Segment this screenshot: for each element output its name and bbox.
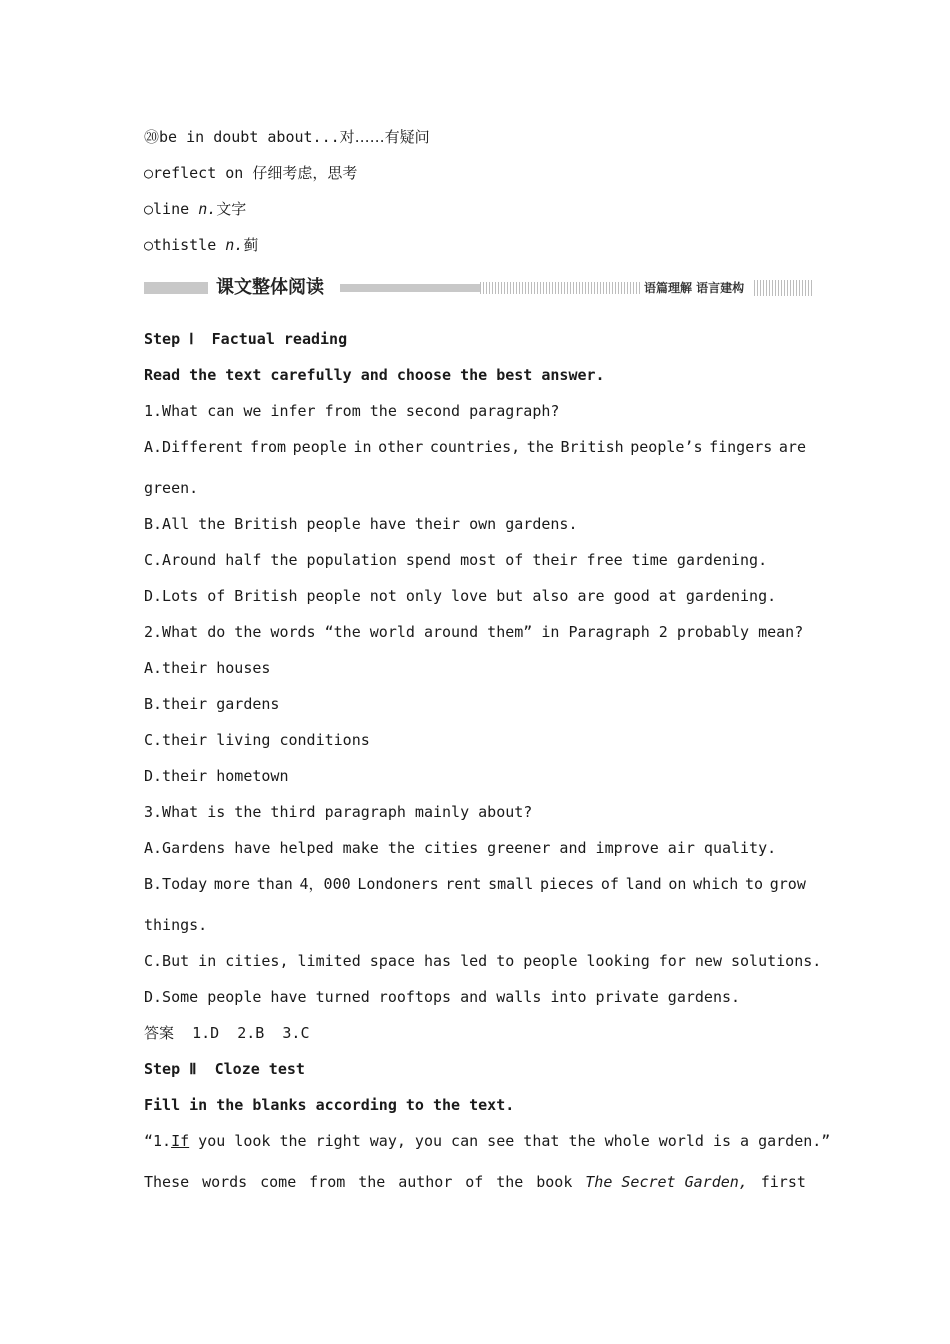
word: Londoners: [357, 875, 439, 893]
option-d: D.Some people have turned rooftops and walls into private gardens.: [144, 988, 741, 1006]
question-stem: 1.What can we infer from the second paragraph?: [144, 402, 560, 420]
word: B.Today: [144, 875, 208, 893]
vocab-term: line: [153, 200, 190, 218]
vocab-item: [144, 163, 357, 183]
vocab-term: thistle: [153, 236, 217, 254]
word: people’s: [630, 438, 703, 456]
section-banner: [144, 276, 814, 300]
word: in: [353, 438, 372, 456]
word: book: [536, 1173, 573, 1191]
answer-key: [144, 1023, 309, 1043]
option-a: A.their houses: [144, 659, 271, 677]
word: grow: [769, 875, 806, 893]
word: which: [693, 875, 739, 893]
word: pieces: [539, 875, 595, 893]
word: British: [560, 438, 624, 456]
cloze-line: [144, 1131, 830, 1151]
vocab-item: [144, 127, 430, 147]
word: to: [745, 875, 764, 893]
word: other: [378, 438, 424, 456]
cloze-line: [144, 1172, 806, 1192]
vocab-gloss: 对……有疑问: [339, 128, 430, 146]
step2-heading: Step Ⅱ Cloze test: [144, 1060, 305, 1078]
banner-bar-mid: [340, 284, 480, 292]
vocab-pos: n.: [225, 236, 244, 254]
option-d: D.their hometown: [144, 767, 289, 785]
banner-hatch: [480, 282, 640, 294]
word: words: [202, 1173, 248, 1191]
word: rent: [445, 875, 482, 893]
cloze-blank-1: If: [171, 1132, 190, 1150]
vocab-pos: n.: [198, 200, 217, 218]
option-b: B.their gardens: [144, 695, 280, 713]
word: land: [625, 875, 662, 893]
cloze-text: you look the right way, you can see that the whole world is a garden.”: [189, 1132, 831, 1150]
word: from: [249, 438, 287, 456]
option-c: C.their living conditions: [144, 731, 370, 749]
section-title: 课文整体阅读: [216, 277, 324, 298]
word: more: [213, 875, 251, 893]
word: the: [526, 438, 554, 456]
vocab-item: [144, 235, 258, 255]
option-a-continued: green.: [144, 479, 199, 497]
vocab-gloss: 文字: [216, 200, 247, 218]
word: fingers: [709, 438, 773, 456]
word: These: [144, 1173, 190, 1191]
step1-heading: Step Ⅰ Factual reading: [144, 330, 348, 348]
word: small: [488, 875, 534, 893]
word: on: [668, 875, 687, 893]
vocab-marker: ⑳: [144, 128, 160, 146]
word: the: [496, 1173, 524, 1191]
banner-hatch-end: [754, 280, 814, 296]
word: the: [358, 1173, 386, 1191]
question-stem: 3.What is the third paragraph mainly about?: [144, 803, 533, 821]
step1-instruction: Read the text carefully and choose the best answer.: [144, 366, 605, 384]
question-stem: 2.What do the words “the world around them” in Paragraph 2 probably mean?: [144, 623, 804, 641]
option-d: D.Lots of British people not only love but also are good at gardening.: [144, 587, 777, 605]
vocab-gloss: 蓟: [243, 236, 259, 254]
step2-instruction: Fill in the blanks according to the text.: [144, 1096, 515, 1114]
answer-values: 1.D 2.B 3.C: [192, 1024, 310, 1042]
answer-label: 答案: [144, 1024, 175, 1042]
option-b: B.All the British people have their own gardens.: [144, 515, 578, 533]
banner-bar-left: [144, 282, 208, 294]
option-c: C.But in cities, limited space has led to people looking for new solutions.: [144, 952, 822, 970]
word: first: [760, 1173, 806, 1191]
book-title: The Secret Garden,: [585, 1173, 748, 1191]
word: are: [778, 438, 806, 456]
vocab-item: [144, 199, 246, 219]
word: from: [309, 1173, 346, 1191]
word: than: [256, 875, 293, 893]
word: people: [292, 438, 347, 456]
vocab-term: be in doubt about...: [159, 128, 340, 146]
option-b-continued: things.: [144, 916, 208, 934]
vocab-marker: ○: [144, 200, 154, 218]
vocab-term: reflect on: [153, 164, 244, 182]
word: of: [465, 1173, 484, 1191]
section-tag: 语篇理解 语言建构: [644, 281, 745, 295]
word: A.Different: [144, 438, 244, 456]
quote-open: “1.: [144, 1132, 172, 1150]
option-a: [144, 437, 806, 457]
word: 4，000: [299, 875, 351, 893]
option-b: [144, 874, 806, 894]
vocab-marker: ○: [144, 164, 154, 182]
option-a: A.Gardens have helped make the cities greener and improve air quality.: [144, 839, 777, 857]
vocab-marker: ○: [144, 236, 154, 254]
vocab-gloss: 仔细考虑，思考: [252, 164, 358, 182]
word: of: [600, 875, 619, 893]
option-c: C.Around half the population spend most of their free time gardening.: [144, 551, 768, 569]
word: author: [398, 1173, 453, 1191]
word: countries,: [429, 438, 521, 456]
word: come: [260, 1173, 297, 1191]
